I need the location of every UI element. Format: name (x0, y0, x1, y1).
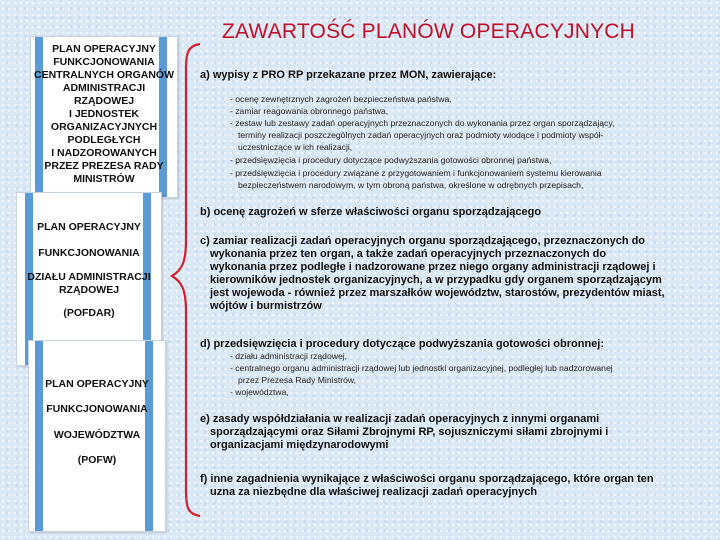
section-c (200, 235, 710, 313)
plan-central-line: ADMINISTRACJI (62, 82, 146, 94)
plan-dzial-l5: (POFDAR) (63, 307, 115, 319)
plan-dzial-l2: FUNKCJONOWANIA (38, 247, 140, 259)
plan-central-line: FUNKCJONOWANIA (53, 56, 155, 68)
section-e-line: e) zasady współdziałania w realizacji zadań operacyjnych z innymi organami (200, 413, 600, 425)
section-c-line: kierowników jednostek organizacyjnych, a w przypadku gdy organem sporządzającym (210, 274, 662, 286)
section-a-item: - zestaw lub zestawy zadań operacyjnych przeznaczonych do wykonania przez organ sporządzający, (230, 118, 615, 128)
plan-central-line: PRZEZ PREZESA RADY (44, 160, 164, 172)
section-d-heading: d) przedsięwzięcia i procedury dotyczące podwyższania gotowości obronnej: (200, 338, 605, 350)
plan-woj-l1: PLAN OPERACYJNY (45, 378, 149, 390)
section-a-item: uczestniczące w ich realizacji, (238, 142, 353, 152)
section-c-line: wykonania przez podległe i nadzorowane przez niego organy administracji rządowej i (210, 261, 656, 273)
plan-woj-l2: FUNKCJONOWANIA (46, 403, 148, 415)
section-a-item: terminy realizacji poszczególnych zadań operacyjnych oraz podmioty wiodące i podmioty współ- (238, 130, 604, 140)
section-a-item: - przedsięwzięcia i procedury dotyczące podwyższania gotowości obronnej państwa, (230, 155, 552, 165)
plan-central-line: I NADZOROWANYCH (51, 147, 157, 159)
plan-central-line: CENTRALNYCH ORGANÓW (34, 69, 174, 81)
plan-central-line: PODLEGŁYCH (67, 134, 141, 146)
section-d-item: przez Prezesa Rady Ministrów, (238, 375, 356, 385)
section-e-line: sporządzającymi oraz Siłami Zbrojnymi RP, sojuszniczymi siłami zbrojnymi i (210, 426, 609, 438)
slide-title: ZAWARTOŚĆ PLANÓW OPERACYJNYCH (222, 20, 636, 43)
plan-woj-l3: WOJEWÓDZTWA (53, 429, 141, 441)
plan-central-line: RZĄDOWEJ (73, 95, 135, 107)
plan-woj-l4: (POFW) (77, 454, 117, 466)
plan-dzial-l1: PLAN OPERACYJNY (37, 221, 141, 233)
plan-card-central (30, 36, 178, 198)
section-a-heading: a) wypisy z PRO RP przekazane przez MON, zawierające: (200, 69, 497, 81)
section-e (200, 413, 710, 452)
section-c-line: jest wojewoda - również przez marszałków województw, starostów, prezydentów miast, (210, 287, 665, 299)
plan-card-wojewodztwo (28, 340, 166, 532)
plan-central-line: I JEDNOSTEK (68, 108, 139, 120)
section-d-item: - centralnego organu administracji rządowej lub jednostki organizacyjnej, podległej lub nadzorowanej (230, 363, 613, 373)
plan-dzial-l3: DZIAŁU ADMINISTRACJI (27, 271, 151, 283)
section-f (200, 473, 710, 499)
plan-central-text (31, 43, 177, 186)
section-a-item: bezpieczeństwem narodowym, w tym obroną państwa, określone w odrębnych przepisach, (238, 180, 584, 190)
plan-central-line: PLAN OPERACYJNY (52, 43, 156, 55)
section-a-item: - ocenę zewnętrznych zagrożeń bezpieczeństwa państwa, (230, 94, 452, 104)
section-d-item: - działu administracji rządowej, (230, 351, 348, 361)
section-d-item: - województwa, (230, 387, 289, 397)
plan-dzial-l4: RZĄDOWEJ (58, 284, 120, 296)
section-c-line: wójtów i burmistrzów (210, 300, 322, 312)
section-e-line: organizacjami międzynarodowymi (210, 439, 389, 451)
plan-central-line: ORGANIZACYJNYCH (50, 121, 158, 133)
section-f-line: f) inne zagadnienia wynikające z właściwości organu sporządzającego, które organ ten (200, 473, 654, 485)
section-f-line: uzna za niezbędne dla właściwej realizacji zadań operacyjnych (210, 486, 538, 498)
plan-central-line: MINISTRÓW (73, 173, 135, 185)
section-b-heading: b) ocenę zagrożeń w sferze właściwości organu sporządzającego (200, 206, 542, 218)
section-a-item: - przedsięwzięcia i procedury związane z przygotowaniem i funkcjonowaniem systemu kierowania (230, 168, 602, 178)
section-c-line: c) zamiar realizacji zadań operacyjnych organu sporządzającego, przeznaczonych do (200, 235, 646, 247)
section-c-line: wykonania przez ten organ, a także zadań operacyjnych przeznaczonych do (210, 248, 607, 260)
section-a-item: - zamiar reagowania obronnego państwa, (230, 106, 389, 116)
